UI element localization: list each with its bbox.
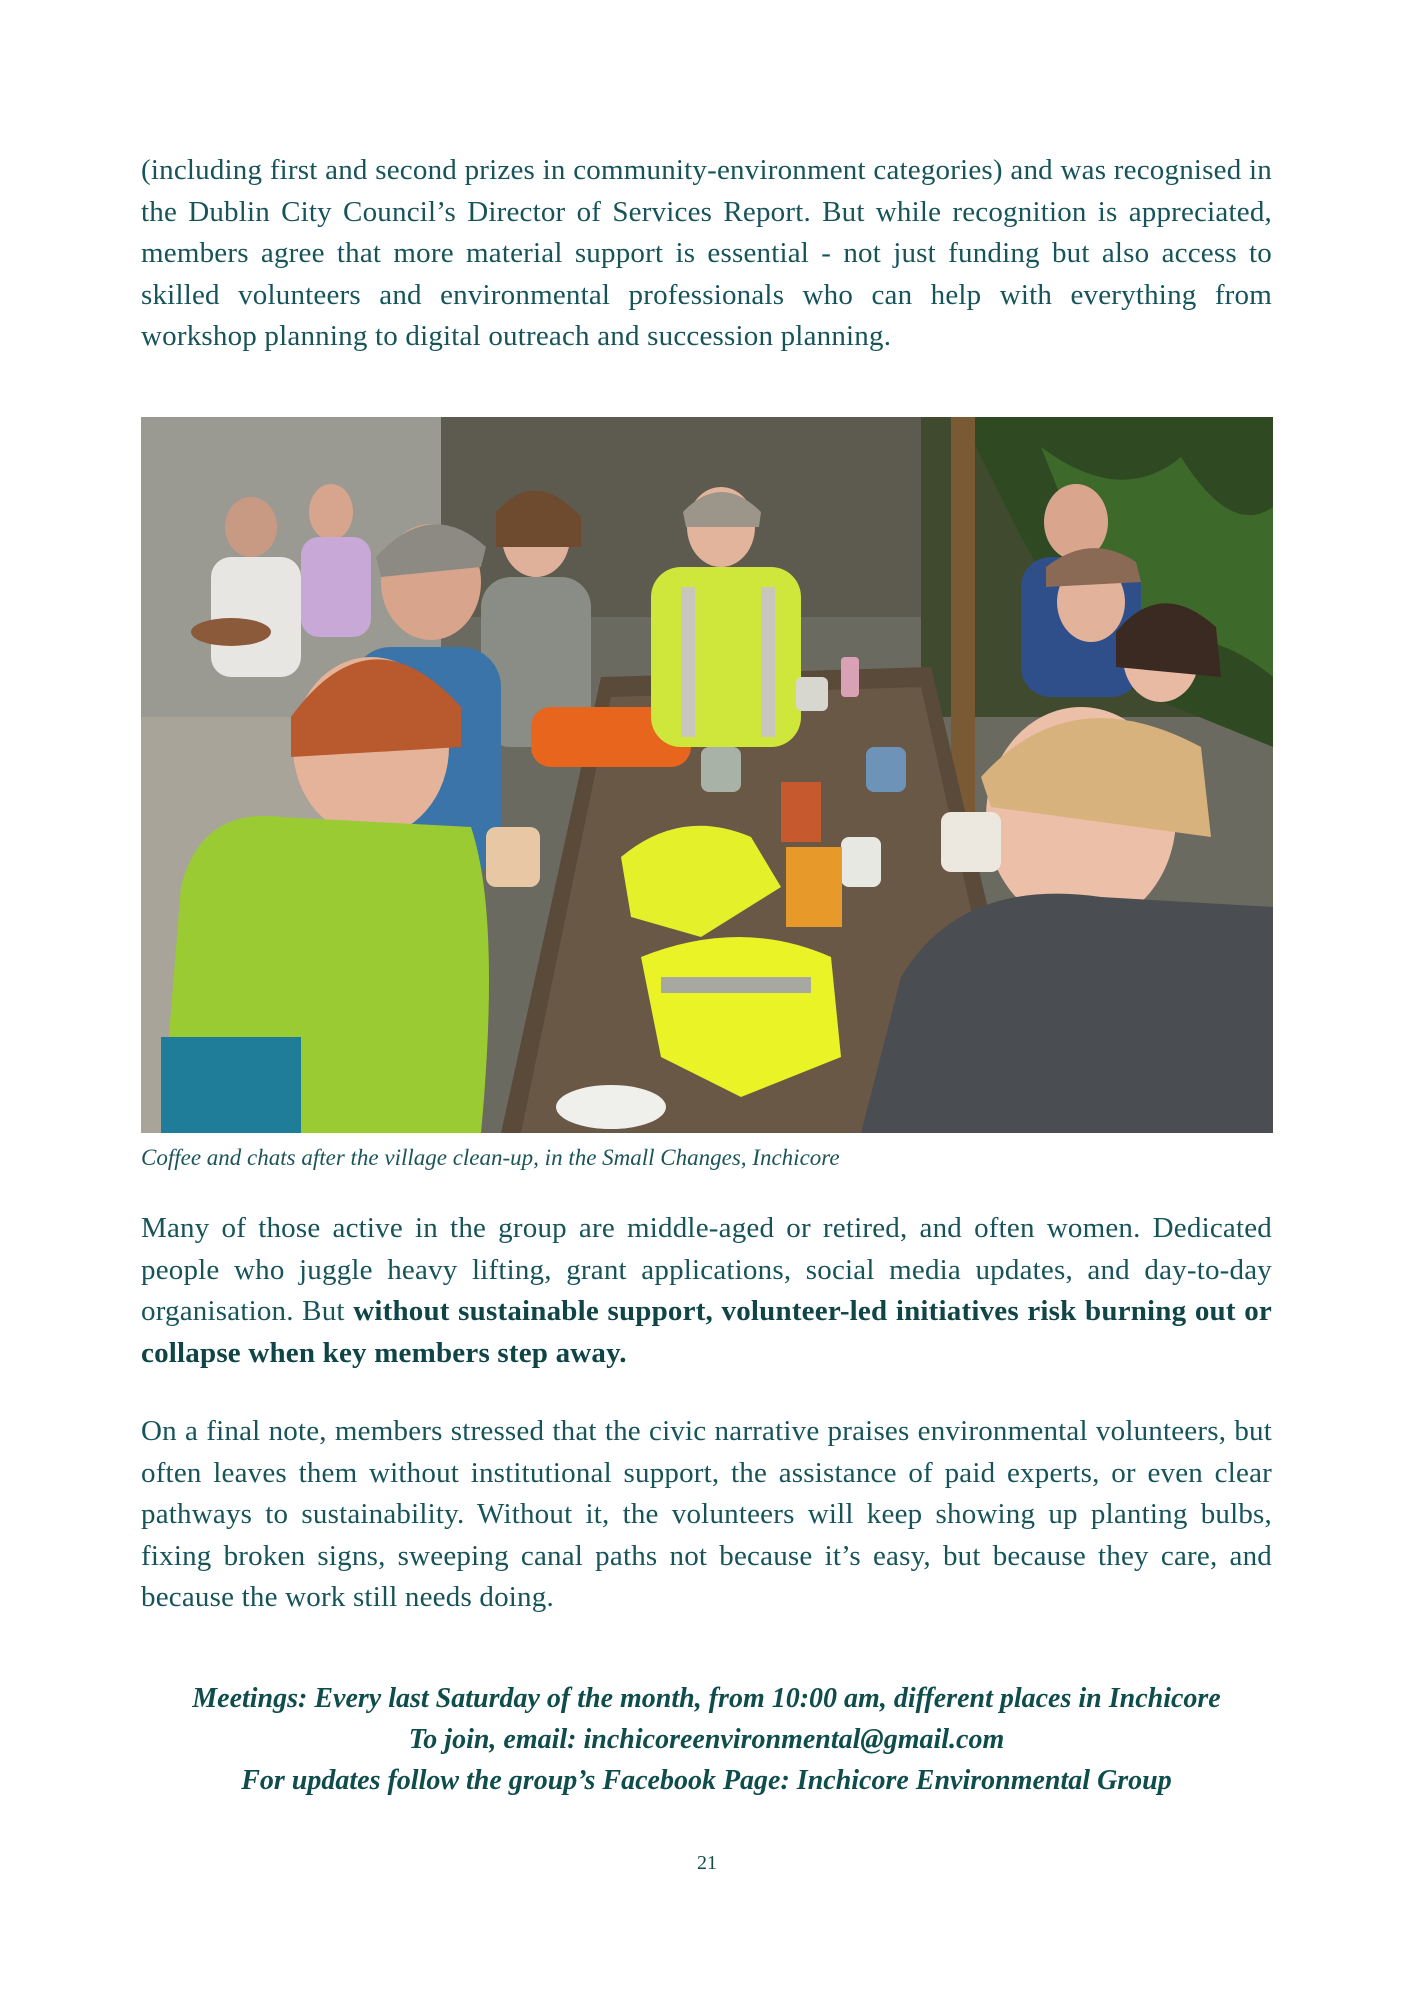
facebook-updates-line: For updates follow the group’s Facebook Page: Inchicore Environmental Group <box>241 1765 1172 1796</box>
photo-caption: Coffee and chats after the village clean-up, in the Small Changes, Inchicore <box>141 1145 840 1170</box>
volunteers-bold-text: without sustainable support, volunteer-led initiatives risk burning out or collapse when key members step away. <box>141 1295 1272 1369</box>
page-number: 21 <box>697 1852 717 1874</box>
intro-paragraph: (including first and second prizes in community-environment categories) and was recognised in the Dublin City Council’s Director of Services Report. But while recognition is appreciated, members agree that more material support is essential - not just funding but also access to skilled volunteers and environmental professionals who can help with everything from workshop planning to digital outreach and succession planning. <box>141 154 1272 352</box>
photo-illustration <box>141 417 1273 1133</box>
final-note-paragraph: On a final note, members stressed that the civic narrative praises environmental volunteers, but often leaves them without institutional support, the assistance of paid experts, or even clear pathways to sustainability. Without it, the volunteers will keep showing up planting bulbs, fixing broken signs, sweeping canal paths not because it’s easy, but because they care, and because the work still needs doing. <box>141 1415 1272 1613</box>
contact-info <box>141 1678 1272 1801</box>
meetings-line: Meetings: Every last Saturday of the month, from 10:00 am, different places in Inchicore <box>192 1683 1221 1714</box>
volunteers-paragraph <box>141 1208 1272 1374</box>
volunteers-lead-text: Many of those active in the group are middle-aged or retired, and often women. Dedicated people who juggle heavy lifting, grant applications, social media updates, and day-to-day organisation. But <box>141 1212 1272 1327</box>
join-email-line: To join, email: inchicoreenvironmental@gmail.com <box>408 1724 1005 1755</box>
group-photo <box>141 417 1273 1133</box>
